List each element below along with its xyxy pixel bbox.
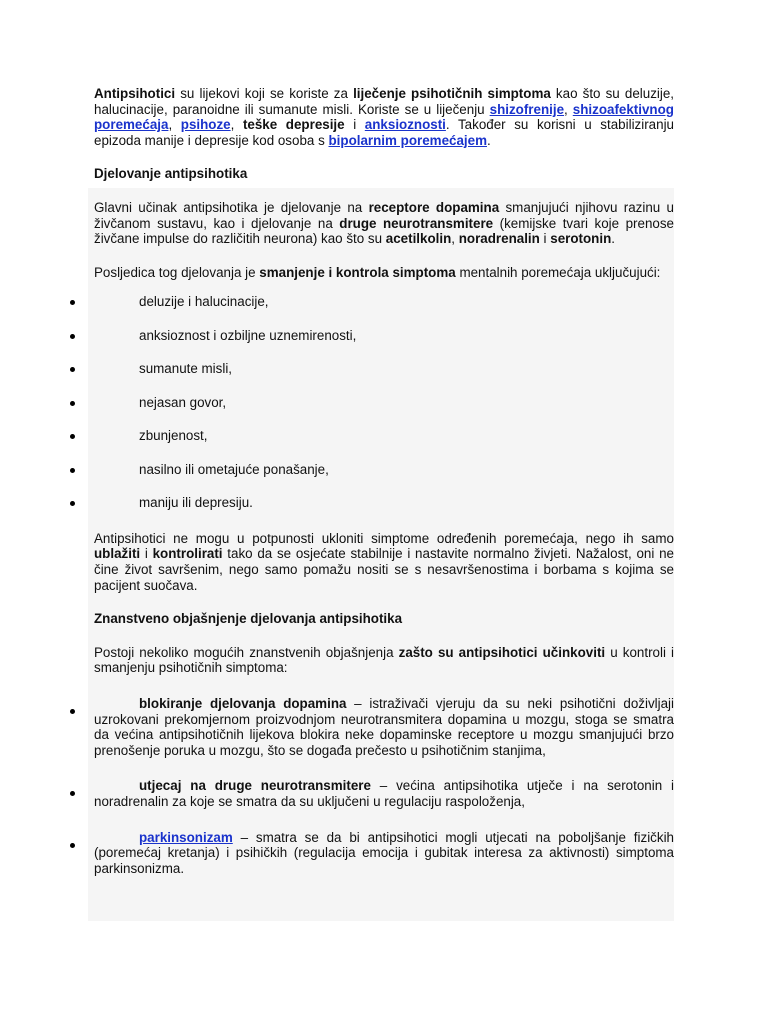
bullet-icon — [70, 401, 75, 406]
link-psihoze[interactable]: psihoze — [180, 117, 231, 133]
text: , — [168, 117, 181, 133]
list-item-text — [94, 778, 674, 809]
bullet-icon — [70, 468, 75, 473]
bullet-icon — [70, 843, 75, 848]
section1-paragraph-2 — [94, 265, 674, 281]
text: – istraživači vjeruju da su neki psihotični doživljaji uzrokovani prekomjernom proizvodnjom neurotransmitera dopamina u mozgu, stoga se smatra da većina antipsihotičnih lijekova blokira neke dopaminske receptore u mozgu smanjujući brzo prenošenje poruka u mozgu, što se događa prečesto u psihotičnim stanjima, — [94, 696, 674, 758]
term: serotonin — [550, 231, 612, 247]
symptom-list — [94, 288, 674, 523]
text: Glavni učinak antipsihotika je djelovanje na — [94, 199, 369, 215]
list-item — [94, 355, 674, 389]
list-item — [94, 696, 674, 758]
term-teske-depresije: teške depresije — [242, 117, 345, 133]
bullet-icon — [70, 334, 75, 339]
text: – većina antipsihotika utječe i na serotonin i noradrenalin za koje se smatra da su uključeni u regulaciju raspoloženja, — [94, 778, 674, 809]
text: , — [451, 231, 459, 247]
text: Posljedica tog djelovanja je — [94, 264, 260, 280]
term: receptore dopamina — [368, 199, 500, 215]
term-psychotic-symptoms: liječenje psihotičnih simptoma — [353, 86, 551, 101]
link-parkinsonizam[interactable]: parkinsonizam — [139, 829, 233, 845]
list-item-text: maniju ili depresiju. — [139, 495, 253, 511]
bullet-icon — [70, 791, 75, 796]
text: smanjujući njihovu razinu u živčanom sustavu, kao i djelovanje na — [94, 199, 674, 231]
term: smanjenje i kontrola simptoma — [259, 264, 456, 280]
list-item-text: sumanute misli, — [139, 361, 233, 377]
link-bipolarnim-poremecajem[interactable]: bipolarnim poremećajem — [328, 132, 487, 148]
text: . Također su korisni u stabiliziranju epizoda manije i depresije kod osoba s — [94, 117, 674, 148]
list-item — [94, 288, 674, 322]
list-item — [94, 778, 674, 809]
section-heading-djelovanje: Djelovanje antipsihotika — [94, 166, 248, 182]
term: ublažiti — [94, 546, 141, 562]
text: mentalnih poremećaja uključujući: — [455, 264, 661, 280]
list-item-text: deluzije i halucinacije, — [139, 294, 269, 310]
term: kontrolirati — [152, 546, 223, 562]
document-content — [94, 86, 674, 876]
list-item — [94, 456, 674, 490]
text: (kemijske tvari koje prenose živčane impulse do različitih neurona) kao što su — [94, 215, 674, 247]
list-item-text: nasilno ili ometajuće ponašanje, — [139, 461, 329, 477]
list-item-text: anksioznost i ozbiljne uznemirenosti, — [139, 327, 357, 343]
list-item-text — [94, 696, 674, 758]
text: , — [230, 117, 243, 133]
list-item-text: zbunjenost, — [139, 428, 208, 444]
term: acetilkolin — [385, 231, 452, 247]
text: . — [487, 132, 491, 148]
text: i — [344, 117, 365, 133]
list-item-text: nejasan govor, — [139, 394, 227, 410]
text: kao što su deluzije, halucinacije, paranoidne ili sumanute misli. Koriste se u liječenju — [94, 86, 675, 117]
section1-paragraph-3 — [94, 531, 674, 593]
section2-paragraph-1 — [94, 645, 674, 676]
bullet-icon — [70, 367, 75, 372]
text: tako da se osjećate stabilnije i nastavite normalno živjeti. Nažalost, oni ne čine život savršenim, nego samo pomažu nositi se s nesavršenostima i borbama s kojima se pacijent suočava. — [94, 546, 674, 593]
link-shizoafektivnog-poremecaja[interactable]: shizoafektivnog poremećaja — [94, 101, 674, 133]
term: noradrenalin — [458, 231, 540, 247]
term-antipsihotici: Antipsihotici — [94, 86, 176, 101]
list-item — [94, 389, 674, 423]
list-item — [94, 322, 674, 356]
bullet-icon — [70, 434, 75, 439]
text: , — [564, 101, 573, 117]
list-item-text — [94, 830, 674, 877]
bullet-icon — [70, 300, 75, 305]
list-item — [94, 422, 674, 456]
text: – smatra se da bi antipsihotici mogli utjecati na poboljšanje fizičkih (poremećaj kretanja) i psihičkih (regulacija emocija i gubitak interesa za aktivnosti) simptoma parkinsonizma. — [94, 829, 674, 876]
list-item — [94, 830, 674, 877]
term: druge neurotransmitere — [339, 215, 494, 231]
text: . — [611, 231, 615, 247]
link-anksioznosti[interactable]: anksioznosti — [364, 117, 446, 133]
text: u kontroli i smanjenju psihotičnih simptoma: — [94, 644, 674, 676]
bullet-icon — [70, 709, 75, 714]
text: i — [140, 546, 153, 562]
section-heading-znanstveno: Znanstveno objašnjenje djelovanja antipsihotika — [94, 611, 403, 627]
list-item — [94, 489, 674, 523]
text: Antipsihotici ne mogu u potpunosti ukloniti simptome određenih poremećaja, nego ih samo — [94, 530, 674, 546]
text: Postoji nekoliko mogućih znanstvenih objašnjenja — [94, 644, 399, 660]
text: i — [539, 231, 551, 247]
term: utjecaj na druge neurotransmitere — [139, 778, 371, 794]
term: blokiranje djelovanja dopamina — [139, 696, 347, 711]
text: su lijekovi koji se koriste za — [175, 86, 354, 101]
bullet-icon — [70, 501, 75, 506]
link-shizofrenije[interactable]: shizofrenije — [489, 101, 565, 117]
intro-paragraph — [94, 86, 674, 148]
section1-paragraph-1 — [94, 200, 674, 247]
term: zašto su antipsihotici učinkoviti — [398, 644, 606, 660]
